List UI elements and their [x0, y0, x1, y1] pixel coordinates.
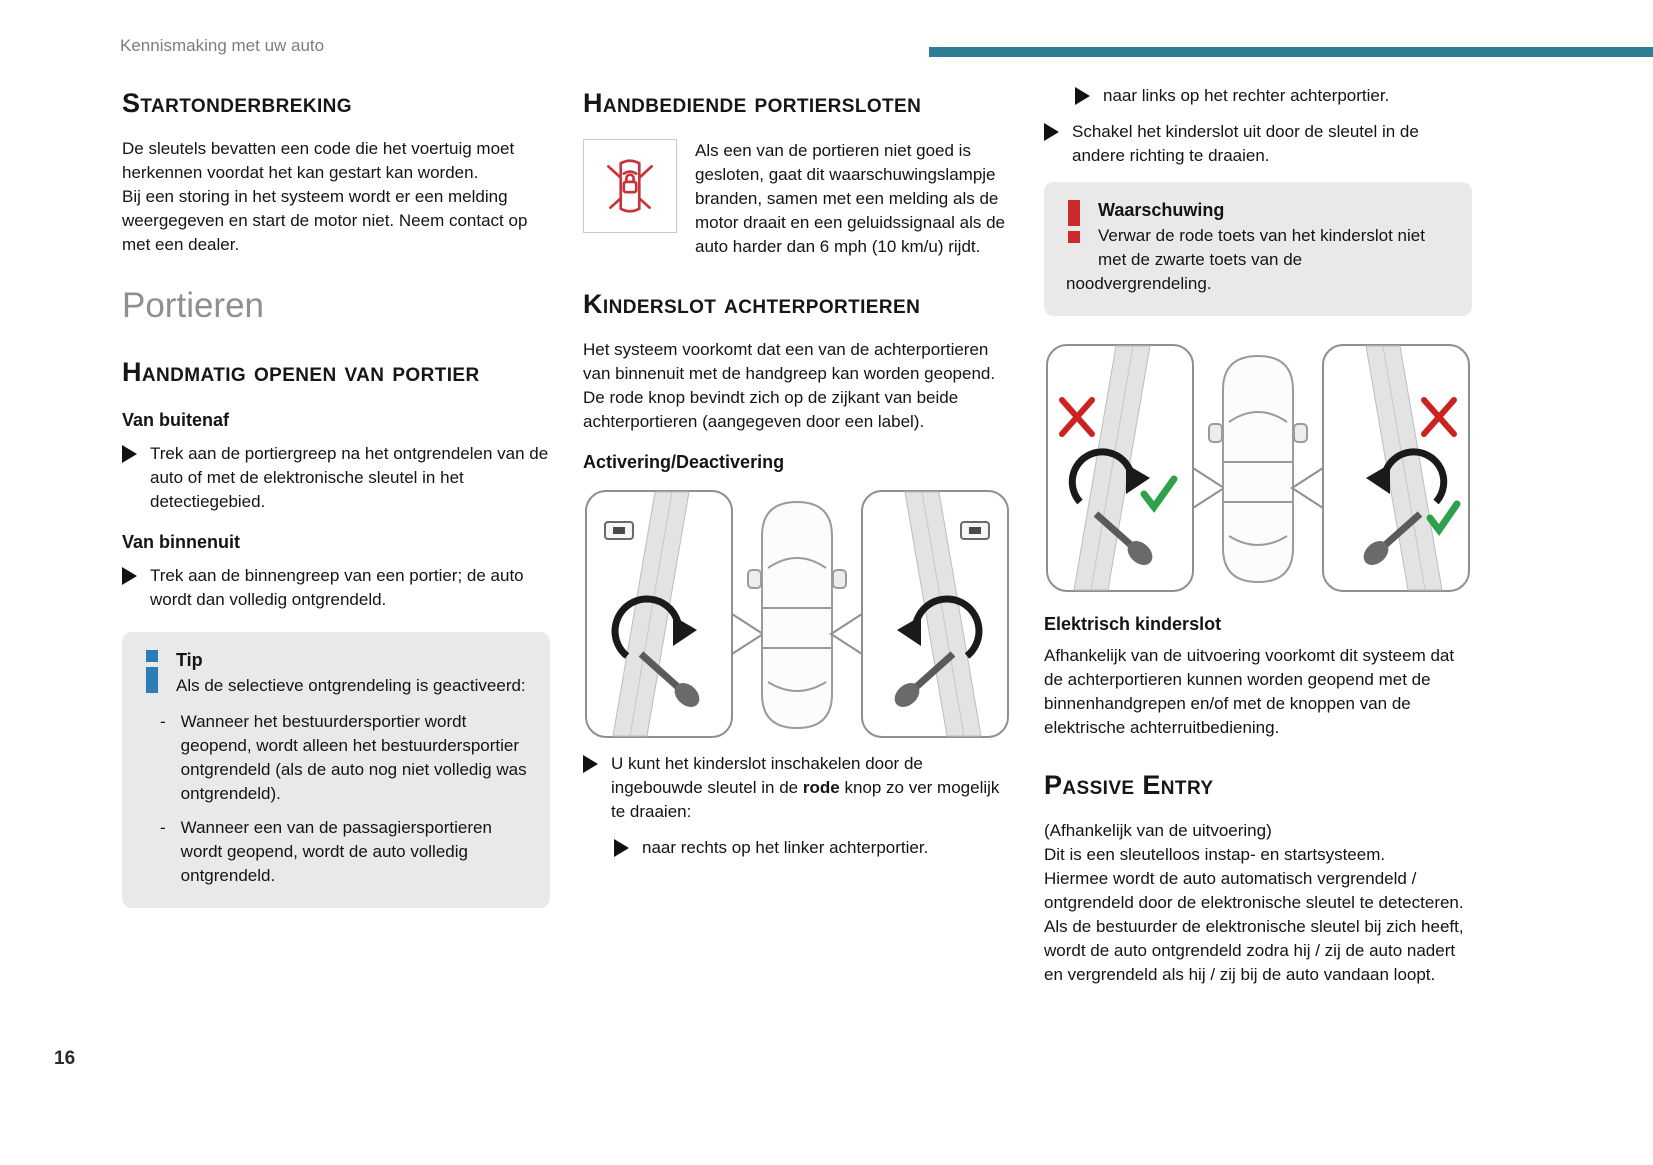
pointer-left	[1193, 468, 1224, 508]
warning-text: Verwar de rode toets van het kinderslot niet met de zwarte toets van de noodvergrendeling.	[1066, 226, 1425, 293]
dash-bullet-icon: -	[160, 712, 166, 732]
child-lock-activation-illustration	[583, 488, 1011, 740]
bullet-text: naar rechts op het linker achterportier.	[642, 838, 929, 858]
bullet-text-pre: U kunt het kinderslot inschakelen door de ingebouwde sleutel in de	[611, 754, 923, 798]
bullet-item	[1044, 120, 1472, 168]
subheading-van-buitenaf: Van buitenaf	[122, 410, 230, 431]
tip-list-item	[144, 816, 528, 888]
elektrisch-kinderslot-paragraph: Afhankelijk van de uitvoering voorkomt dit systeem dat de achterportieren kunnen worden geopend met de binnenhandgrepen en/of met de knoppen van de elektrische achterruitbediening.	[1044, 646, 1455, 737]
content-columns	[122, 84, 1472, 987]
accent-bar	[929, 47, 1653, 57]
tip-item-text: Wanneer het bestuurdersportier wordt geopend, wordt alleen het bestuurdersportier ontgrendeld (als de auto nog niet volledig was ontgrendeld).	[180, 712, 527, 804]
column-middle	[583, 84, 1011, 987]
subheading-van-binnenuit: Van binnenuit	[122, 532, 241, 553]
kinderslot-paragraph-2: De rode knop bevindt zich op de zijkant van beide achterportieren (aangegeven door een label).	[583, 388, 959, 432]
startonderbreking-paragraph-2: Bij een storing in het systeem wordt er een melding weergegeven en start de motor niet. Neem contact op met een dealer.	[122, 187, 528, 255]
tip-title: Tip	[176, 650, 203, 671]
pointer-right	[831, 614, 862, 654]
warning-box	[1044, 182, 1472, 316]
bullet-text: Schakel het kinderslot uit door de sleutel in de andere richting te draaien.	[1072, 122, 1419, 165]
car-top-view	[748, 502, 846, 728]
passive-entry-paragraph-4: Als de bestuurder de elektronische sleutel bij zich heeft, wordt de auto ontgrendeld zodra hij / zij de auto nadert en vergrendeld als hij / zij bij de auto vandaan loopt.	[1044, 917, 1464, 985]
warning-title: Waarschuwing	[1098, 200, 1225, 220]
heading-handbediende-portiersloten: Handbediende portiersloten	[583, 88, 922, 118]
tip-list-item	[144, 710, 528, 806]
bullet-arrow-icon	[1044, 123, 1059, 141]
bullet-arrow-icon	[1075, 87, 1090, 105]
door-open-warning-lamp-icon	[597, 153, 663, 219]
bullet-arrow-icon	[583, 755, 598, 773]
bullet-arrow-icon	[614, 839, 629, 857]
bullet-item	[583, 752, 1011, 824]
bullet-text: Trek aan de portiergreep na het ontgrendelen van de auto of met de elektronische sleutel in het detectiegebied.	[150, 444, 549, 512]
page-number: 16	[54, 1048, 76, 1069]
section-title-portieren: Portieren	[122, 286, 265, 326]
bullet-item	[122, 442, 550, 514]
passive-entry-paragraph-2: Dit is een sleutelloos instap- en startsysteem.	[1044, 845, 1386, 865]
subheading-elektrisch-kinderslot: Elektrisch kinderslot	[1044, 614, 1222, 634]
bullet-text-bold: rode	[802, 778, 840, 798]
passive-entry-paragraph-3: Hiermee wordt de auto automatisch vergrendeld / ontgrendeld door de elektronische sleutel te detecteren.	[1044, 869, 1464, 913]
bullet-item-nested	[614, 836, 1011, 860]
tip-box	[122, 632, 550, 908]
pointer-left	[732, 614, 763, 654]
info-icon	[146, 650, 158, 693]
pointer-right	[1292, 468, 1323, 508]
bullet-text-post: knop zo ver mogelijk te draaien:	[611, 778, 1000, 822]
left-door-panel	[586, 491, 732, 737]
bullet-arrow-icon	[122, 567, 137, 585]
right-door-panel	[1323, 345, 1469, 591]
bullet-item-nested	[1075, 84, 1472, 108]
tip-list	[144, 710, 528, 888]
heading-kinderslot: Kinderslot achterportieren	[583, 289, 921, 320]
right-door-panel	[862, 491, 1008, 737]
startonderbreking-paragraph-1: De sleutels bevatten een code die het voertuig moet herkennen voordat het kan gestart kan worden.	[122, 139, 515, 183]
bullet-item	[122, 564, 550, 612]
column-right	[1044, 84, 1472, 987]
bullet-text: naar links op het rechter achterportier.	[1103, 86, 1390, 105]
warning-lamp-box	[583, 139, 677, 233]
tip-intro: Als de selectieve ontgrendeling is geactiveerd:	[176, 676, 526, 696]
kinderslot-paragraph-1: Het systeem voorkomt dat een van de achterportieren van binnenuit met de handgreep kan worden geopend.	[583, 340, 996, 384]
warning-exclamation-icon	[1068, 200, 1080, 243]
dash-bullet-icon: -	[160, 818, 166, 838]
column-left	[122, 84, 550, 987]
passive-entry-paragraph-1: (Afhankelijk van de uitvoering)	[1044, 821, 1272, 841]
car-top-view	[1209, 356, 1307, 582]
bullet-text	[611, 752, 1011, 824]
bullet-arrow-icon	[122, 445, 137, 463]
left-door-panel	[1047, 345, 1193, 591]
child-lock-status-illustration	[1044, 342, 1472, 594]
warning-lamp-text: Als een van de portieren niet goed is gesloten, gaat dit waarschuwingslampje branden, samen met een melding als de motor draait en een geluidssignaal als de auto harder dan 6 mph (10 km/u) rijdt.	[695, 141, 1005, 257]
bullet-text: Trek aan de binnengreep van een portier; de auto wordt dan volledig ontgrendeld.	[150, 566, 524, 610]
heading-startonderbreking: Startonderbreking	[122, 88, 352, 118]
tip-item-text: Wanneer een van de passagiersportieren wordt geopend, wordt de auto volledig ontgrendeld.	[180, 818, 492, 886]
warning-lamp-row	[583, 139, 1011, 259]
subheading-activering: Activering/Deactivering	[583, 452, 785, 473]
page-header-title: Kennismaking met uw auto	[120, 36, 325, 55]
heading-handmatig-openen: Handmatig openen van portier	[122, 357, 480, 388]
heading-passive-entry: Passive Entry	[1044, 770, 1214, 800]
